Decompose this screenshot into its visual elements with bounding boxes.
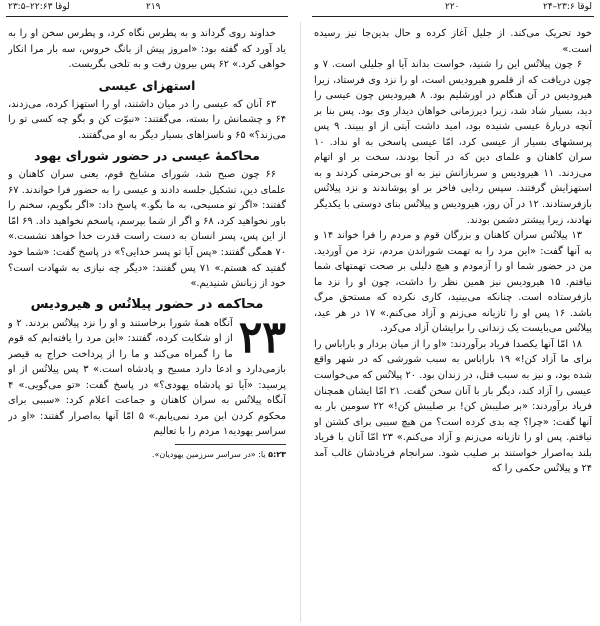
left-header-rule (6, 16, 288, 17)
paragraph-continuation: خود تحریک می‌کند. از جلیل آغاز کرده و حال بدین‌جا نیز رسیده است.» (314, 28, 592, 55)
page-gutter (300, 22, 301, 622)
section-heading-pilate-herod: محاکمه در حضور پیلاتُس و هیرودیس (30, 296, 264, 312)
footnote-reference: ۵:۲۳ (268, 450, 286, 460)
footnote (8, 449, 286, 461)
left-text-column (8, 26, 286, 622)
footnote-text: یا: «در سراسر سرزمین یهودیان». (151, 450, 266, 460)
chapter-23-block (8, 316, 286, 440)
paragraph-peter-weeps: خداوند روی گرداند و به پطرس نگاه کرد، و پطرس سخن او را به یاد آورد که گفته بود: «امروز پیش از بانگ خروس، سه بار مرا انکار خواهی کرد.» ۶۲ پس بیرون رفت و به تلخی بگریست. (8, 28, 286, 71)
left-header-reference: لوقا ۲۲:۶۳–۲۳:۵ (8, 2, 70, 12)
paragraph-barabbas: ۱۸ امّا آنها یکصدا فریاد برآوردند: «او را از میان بردار و باراباس را برای ما آزاد کن!» ۱۹ باراباس به سبب شورشی که در شهر واقع شده بود، و نیز به سبب قتل، در زندان بود. ۲۰ پیلاتُس که می‌خواست عیسی را آزاد کند، دیگر بار با آنان سخن گفت. ۲۱ امّا ایشان همچنان فریاد برآوردند: «بر صلیبش کن! بر صلیبش کن!» ۲۲ سومین بار به آنها گفت: «چرا؟ چه بدی کرده است؟ من هیچ سببی برای کشتن او نیافتم. پس او را تازیانه می‌زنم و آزاد می‌کنم.» ۲۳ امّا آنان با فریاد بلند به‌اصرار خواستند بر صلیب شود. سرانجام فریادشان غالب آمد ۲۴ و پیلاتُس حکمی را که (314, 338, 592, 475)
chapter-number: ۲۳ (238, 315, 286, 363)
footnote-rule (175, 444, 286, 445)
paragraph-herod: ۶ چون پیلاتُس این را شنید، خواست بداند آیا او جلیلی است. ۷ و چون دریافت که از قلمرو هیرودیس است، او را نزد وی فرستاد، زیرا هیرودیس در آن هنگام در اورشلیم بود. ۸ هیرودیس چون عیسی را دید، بسیار شاد شد، زیرا دیرزمانی خواهان دیدار وی بود. پس بنا بر آنچه دربارهٔ عیسی شنیده بود، امید داشت آیتی از او ببیند. ۹ پس پرسشهای بسیار از عیسی کرد، امّا عیسی پاسخی به او نداد. ۱۰ سران کاهنان و علمای دین که در آنجا بودند، سخت بر او اتهام می‌زدند. ۱۱ هیرودیس و سربازانش نیز به او بی‌حرمتی کردند و به استهزایش گرفتند. سپس ردایی فاخر بر او پوشاندند و نزد پیلاتُس بازفرستادند. ۱۲ در آن روز، هیرودیس و پیلاتُس بنای دوستی با یکدیگر نهادند، زیرا پیشتر دشمن بودند. (314, 59, 592, 226)
section-heading-council: محاکمهٔ عیسی در حضور شورای یهود (34, 148, 260, 164)
right-text-column (314, 26, 592, 622)
paragraph-mockery: ۶۳ آنان که عیسی را در میان داشتند، او را استهزا کرده، می‌زدند، ۶۴ و چشمانش را بسته، می‌گفتند: «نبوّت کن و بگو چه کسی تو را می‌زند؟» ۶۵ و ناسزاهای بسیار دیگر به او می‌گفتند. (8, 98, 286, 141)
right-header-reference: لوقا ۲۳:۶–۲۴ (542, 2, 592, 12)
paragraph-council: ۶۶ چون صبح شد، شورای مشایخ قوم، یعنی سران کاهنان و علمای دین، تشکیل جلسه دادند و عیسی را به حضور فرا خواندند. ۶۷ گفتند: «اگر تو مسیحی، به ما بگو.» پاسخ داد: «اگر بگویم، سخنم را باور نخواهید کرد، ۶۸ و اگر از شما بپرسم، پاسخم نخواهید داد. ۶۹ امّا از این پس، پسر انسان به دست راست قدرت خدا خواهد نشست.» ۷۰ همگی گفتند: «پس آیا تو پسر خدایی؟» در پاسخ گفت: «شما خود گفتید که هستم.» ۷۱ پس گفتند: «دیگر چه نیازی به شهادت است؟ خود از زبانش شنیدیم.» (8, 169, 286, 290)
paragraph-before-pilate: آنگاه همهٔ شورا برخاستند و او را نزد پیلاتُس بردند. ۲ و از او شکایت کرده، گفتند: «این مرد را یافته‌ایم که قوم ما را گمراه می‌کند و ما را از پرداخت خراج به قیصر بازمی‌دارد و ادعا دارد مسیح و پادشاه است.» ۳ پس پیلاتُس از او پرسید: «آیا تو پادشاه یهودی؟» در پاسخ گفت: «تو می‌گویی.» ۴ آنگاه پیلاتُس به سران کاهنان و جماعت اعلام کرد: «سببی برای محکوم کردن این مرد نمی‌یابم.» ۵ امّا آنها به‌اصرار گفتند: «او در سراسر یهودیه۱ مردم را با تعالیم (8, 317, 286, 438)
paragraph-pilate-summons: ۱۳ پیلاتُس سران کاهنان و بزرگان قوم و مردم را فرا خواند ۱۴ و به آنها گفت: «این مرد را به تهمت شوراندن مردم، نزد من آوردید. من در حضور شما او را آزمودم و هیچ دلیلی بر صحت تهمتهای شما نیافتم. ۱۵ هیرودیس نیز همین نظر را داشت، چون او را نزد ما بازفرستاده است. چنانکه می‌بینید، کاری نکرده که مستحق مرگ باشد. ۱۶ پس او را تازیانه می‌زنم و آزاد می‌کنم.» ۱۷ در هر عید، پیلاتُس می‌بایست یک زندانی را برایشان آزاد می‌کرد. (314, 230, 592, 335)
section-heading-mockery: استهزای عیسی (98, 77, 196, 93)
right-page-number: ۲۲۰ (445, 2, 460, 12)
right-header-rule (312, 16, 594, 17)
left-page-number: ۲۱۹ (146, 2, 161, 12)
